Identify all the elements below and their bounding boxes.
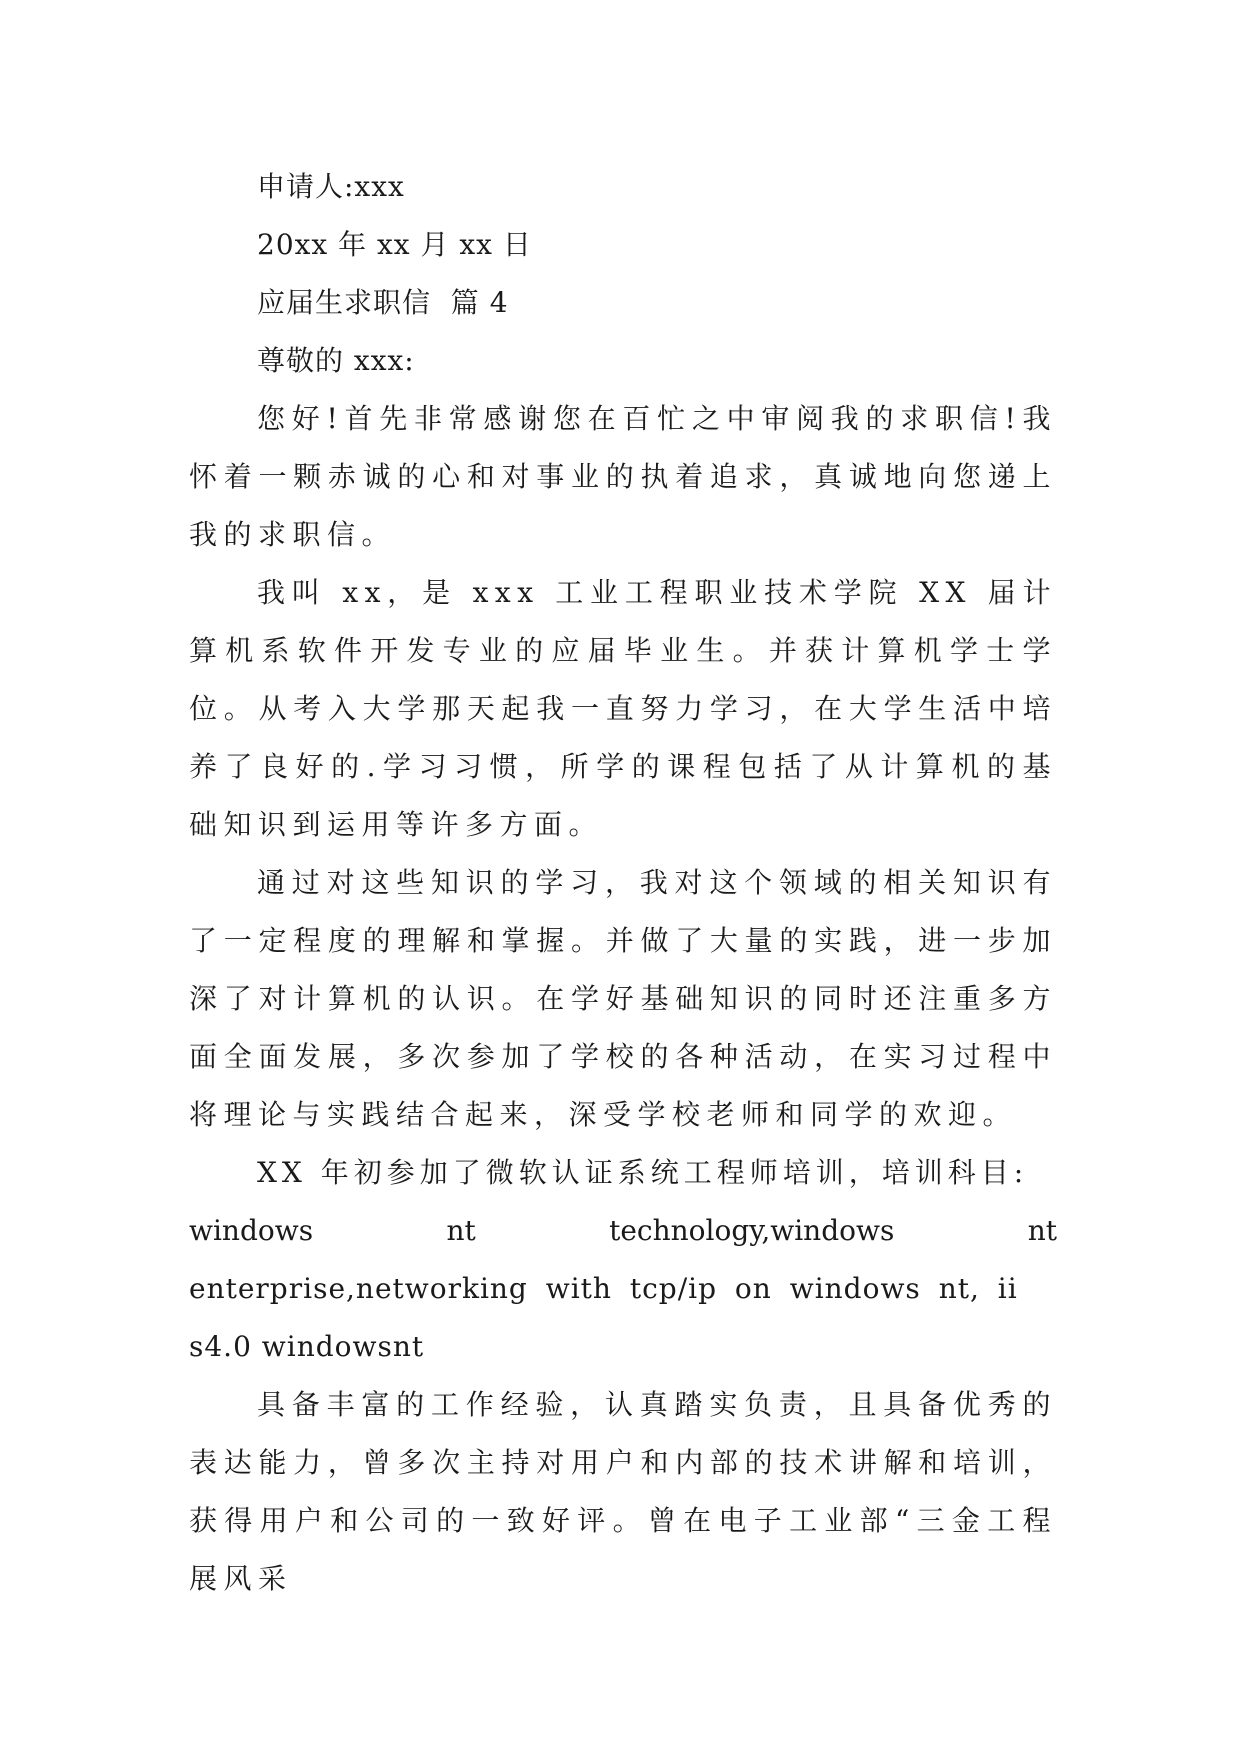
paragraph-training-line-4: s4.0 windowsnt bbox=[189, 1330, 425, 1363]
paragraph-training-first-line: XX 年初参加了微软认证系统工程师培训，培训科目: bbox=[257, 1156, 1029, 1189]
document-body bbox=[189, 158, 1057, 1608]
training-word-2: nt bbox=[446, 1214, 476, 1247]
date-line: 20xx 年 xx 月 xx 日 bbox=[257, 228, 532, 261]
paragraph-training-line-3: enterprise,networking with tcp/ip on windows nt, ii bbox=[189, 1272, 1018, 1305]
training-word-3: technology,windows bbox=[609, 1214, 895, 1247]
paragraph-training-line-2 bbox=[189, 1202, 1057, 1260]
training-word-4: nt bbox=[1027, 1214, 1057, 1247]
salutation: 尊敬的 xxx: bbox=[257, 344, 415, 377]
paragraph-study: 通过对这些知识的学习，我对这个领域的相关知识有了一定程度的理解和掌握。并做了大量的实践，进一步加深了对计算机的认识。在学好基础知识的同时还注重多方面全面发展，多次参加了学校的各种活动，在实习过程中将理论与实践结合起来，深受学校老师和同学的欢迎。 bbox=[189, 866, 1057, 1131]
training-word-1: windows bbox=[189, 1214, 314, 1247]
paragraph-experience: 具备丰富的工作经验，认真踏实负责，且具备优秀的表达能力，曾多次主持对用户和内部的技术讲解和培训，获得用户和公司的一致好评。曾在电子工业部“三金工程展风采 bbox=[189, 1388, 1057, 1595]
paragraph-greeting: 您好!首先非常感谢您在百忙之中审阅我的求职信!我怀着一颗赤诚的心和对事业的执着追求，真诚地向您递上我的求职信。 bbox=[189, 402, 1057, 551]
paragraph-introduction: 我叫 xx，是 xxx 工业工程职业技术学院 XX 届计算机系软件开发专业的应届毕业生。并获计算机学士学位。从考入大学那天起我一直努力学习，在大学生活中培养了良好的.学习习惯，所学的课程包括了从计算机的基础知识到运用等许多方面。 bbox=[189, 576, 1057, 841]
applicant-line: 申请人:xxx bbox=[257, 170, 405, 203]
section-title: 应届生求职信 篇 4 bbox=[257, 286, 509, 319]
